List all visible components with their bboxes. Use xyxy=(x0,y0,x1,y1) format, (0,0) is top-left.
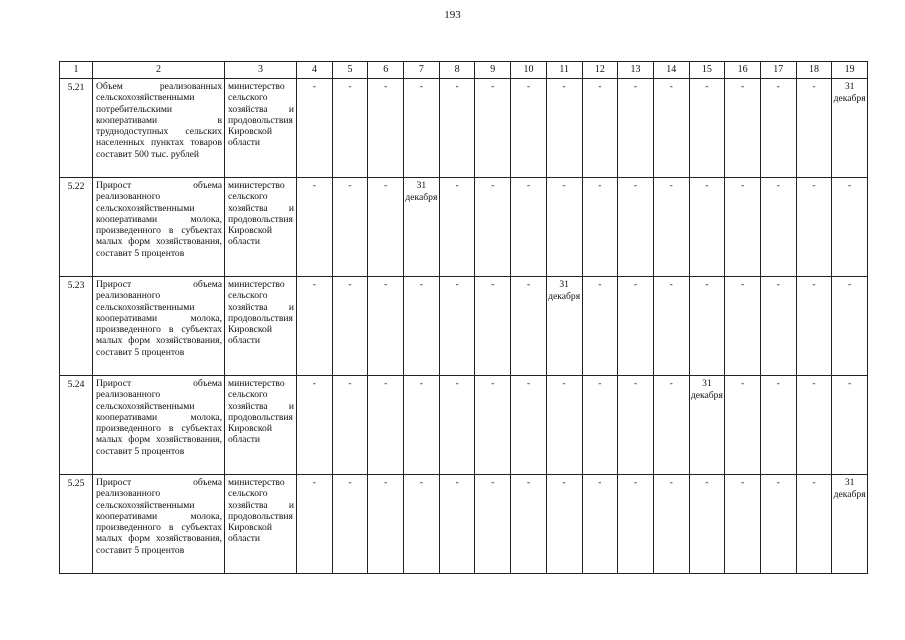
table-row xyxy=(60,475,868,574)
item-name: Прирост объема реализованного сельскохозяйственными кооперативами молока, произведенного в субъектах малых форм хозяйствования, составит 5 процентов xyxy=(93,475,225,574)
schedule-cell: - xyxy=(511,178,547,277)
schedule-cell: - xyxy=(618,79,654,178)
schedule-cell: - xyxy=(832,277,868,376)
header-cell: 15 xyxy=(689,62,725,79)
item-name: Прирост объема реализованного сельскохозяйственными кооперативами молока, произведенного в субъектах малых форм хозяйствования, составит 5 процентов xyxy=(93,178,225,277)
header-cell: 19 xyxy=(832,62,868,79)
schedule-cell: - xyxy=(297,277,333,376)
schedule-cell: - xyxy=(582,178,618,277)
schedule-cell: - xyxy=(511,376,547,475)
schedule-cell: - xyxy=(582,376,618,475)
schedule-cell: - xyxy=(689,277,725,376)
schedule-cell: - xyxy=(297,79,333,178)
schedule-cell: - xyxy=(297,475,333,574)
item-number: 5.23 xyxy=(60,277,93,376)
responsible-organization: министерство сельского хозяйства и продовольствия Кировской области xyxy=(225,277,297,376)
responsible-organization: министерство сельского хозяйства и продовольствия Кировской области xyxy=(225,475,297,574)
schedule-cell: - xyxy=(475,178,511,277)
table-row xyxy=(60,376,868,475)
table-row xyxy=(60,277,868,376)
plan-table xyxy=(59,61,868,574)
schedule-cell: - xyxy=(725,79,761,178)
schedule-cell: - xyxy=(582,475,618,574)
schedule-cell: - xyxy=(546,475,582,574)
schedule-cell: 31 декабря xyxy=(404,178,440,277)
responsible-organization: министерство сельского хозяйства и продовольствия Кировской области xyxy=(225,178,297,277)
item-number: 5.22 xyxy=(60,178,93,277)
schedule-cell: - xyxy=(760,475,796,574)
schedule-cell: - xyxy=(760,376,796,475)
schedule-cell: - xyxy=(332,79,368,178)
schedule-cell: - xyxy=(511,79,547,178)
schedule-cell: - xyxy=(725,376,761,475)
schedule-cell: - xyxy=(475,376,511,475)
responsible-organization: министерство сельского хозяйства и продовольствия Кировской области xyxy=(225,376,297,475)
header-cell: 16 xyxy=(725,62,761,79)
schedule-cell: - xyxy=(368,79,404,178)
schedule-cell: - xyxy=(618,376,654,475)
schedule-cell: - xyxy=(618,475,654,574)
schedule-cell: - xyxy=(689,178,725,277)
schedule-cell: - xyxy=(439,79,475,178)
item-name: Прирост объема реализованного сельскохозяйственными кооперативами молока, произведенного в субъектах малых форм хозяйствования, составит 5 процентов xyxy=(93,376,225,475)
item-name: Объем реализованных сельскохозяйственными потребительскими кооперативами в труднодоступных сельских населенных пунктах товаров составит 500 тыс. рублей xyxy=(93,79,225,178)
header-cell: 18 xyxy=(796,62,832,79)
header-cell: 17 xyxy=(760,62,796,79)
header-cell: 1 xyxy=(60,62,93,79)
header-cell: 2 xyxy=(93,62,225,79)
schedule-cell: - xyxy=(832,178,868,277)
schedule-cell: - xyxy=(618,277,654,376)
schedule-cell: - xyxy=(332,475,368,574)
schedule-cell: - xyxy=(332,178,368,277)
schedule-cell: 31 декабря xyxy=(546,277,582,376)
header-cell: 14 xyxy=(653,62,689,79)
schedule-cell: - xyxy=(475,277,511,376)
schedule-cell: - xyxy=(653,376,689,475)
schedule-cell: - xyxy=(796,277,832,376)
schedule-cell: - xyxy=(475,79,511,178)
schedule-cell: - xyxy=(368,178,404,277)
header-cell: 12 xyxy=(582,62,618,79)
schedule-cell: - xyxy=(653,79,689,178)
schedule-cell: - xyxy=(796,376,832,475)
header-cell: 7 xyxy=(404,62,440,79)
schedule-cell: - xyxy=(618,178,654,277)
schedule-cell: - xyxy=(760,277,796,376)
schedule-cell: - xyxy=(439,376,475,475)
schedule-cell: - xyxy=(368,376,404,475)
schedule-cell: - xyxy=(404,475,440,574)
schedule-cell: - xyxy=(582,277,618,376)
table-row xyxy=(60,79,868,178)
schedule-cell: - xyxy=(404,376,440,475)
schedule-cell: - xyxy=(332,277,368,376)
schedule-cell: - xyxy=(760,178,796,277)
header-cell: 3 xyxy=(225,62,297,79)
schedule-cell: - xyxy=(796,178,832,277)
schedule-cell: - xyxy=(297,376,333,475)
item-number: 5.21 xyxy=(60,79,93,178)
schedule-cell: - xyxy=(796,79,832,178)
header-cell: 11 xyxy=(546,62,582,79)
header-cell: 6 xyxy=(368,62,404,79)
schedule-cell: - xyxy=(404,277,440,376)
item-number: 5.25 xyxy=(60,475,93,574)
header-cell: 8 xyxy=(439,62,475,79)
schedule-cell: 31 декабря xyxy=(689,376,725,475)
item-name: Прирост объема реализованного сельскохозяйственными кооперативами молока, произведенного в субъектах малых форм хозяйствования, составит 5 процентов xyxy=(93,277,225,376)
header-cell: 9 xyxy=(475,62,511,79)
schedule-cell: - xyxy=(689,79,725,178)
schedule-cell: - xyxy=(511,475,547,574)
schedule-cell: 31 декабря xyxy=(832,79,868,178)
schedule-cell: - xyxy=(832,376,868,475)
schedule-cell: - xyxy=(511,277,547,376)
schedule-cell: - xyxy=(725,277,761,376)
schedule-cell: - xyxy=(582,79,618,178)
responsible-organization: министерство сельского хозяйства и продовольствия Кировской области xyxy=(225,79,297,178)
schedule-cell: - xyxy=(725,178,761,277)
header-cell: 5 xyxy=(332,62,368,79)
schedule-cell: - xyxy=(368,475,404,574)
header-cell: 10 xyxy=(511,62,547,79)
schedule-cell: - xyxy=(653,277,689,376)
schedule-cell: - xyxy=(546,376,582,475)
header-row xyxy=(60,62,868,79)
schedule-cell: - xyxy=(439,178,475,277)
schedule-cell: - xyxy=(404,79,440,178)
header-cell: 13 xyxy=(618,62,654,79)
schedule-cell: - xyxy=(546,79,582,178)
schedule-cell: - xyxy=(332,376,368,475)
schedule-cell: - xyxy=(368,277,404,376)
schedule-cell: - xyxy=(796,475,832,574)
schedule-cell: - xyxy=(653,178,689,277)
schedule-cell: - xyxy=(653,475,689,574)
table-row xyxy=(60,178,868,277)
schedule-cell: - xyxy=(760,79,796,178)
schedule-cell: - xyxy=(725,475,761,574)
schedule-cell: - xyxy=(689,475,725,574)
schedule-cell: - xyxy=(475,475,511,574)
schedule-cell: 31 декабря xyxy=(832,475,868,574)
header-cell: 4 xyxy=(297,62,333,79)
page-number: 193 xyxy=(444,9,461,21)
schedule-cell: - xyxy=(546,178,582,277)
schedule-cell: - xyxy=(297,178,333,277)
schedule-cell: - xyxy=(439,475,475,574)
item-number: 5.24 xyxy=(60,376,93,475)
schedule-cell: - xyxy=(439,277,475,376)
